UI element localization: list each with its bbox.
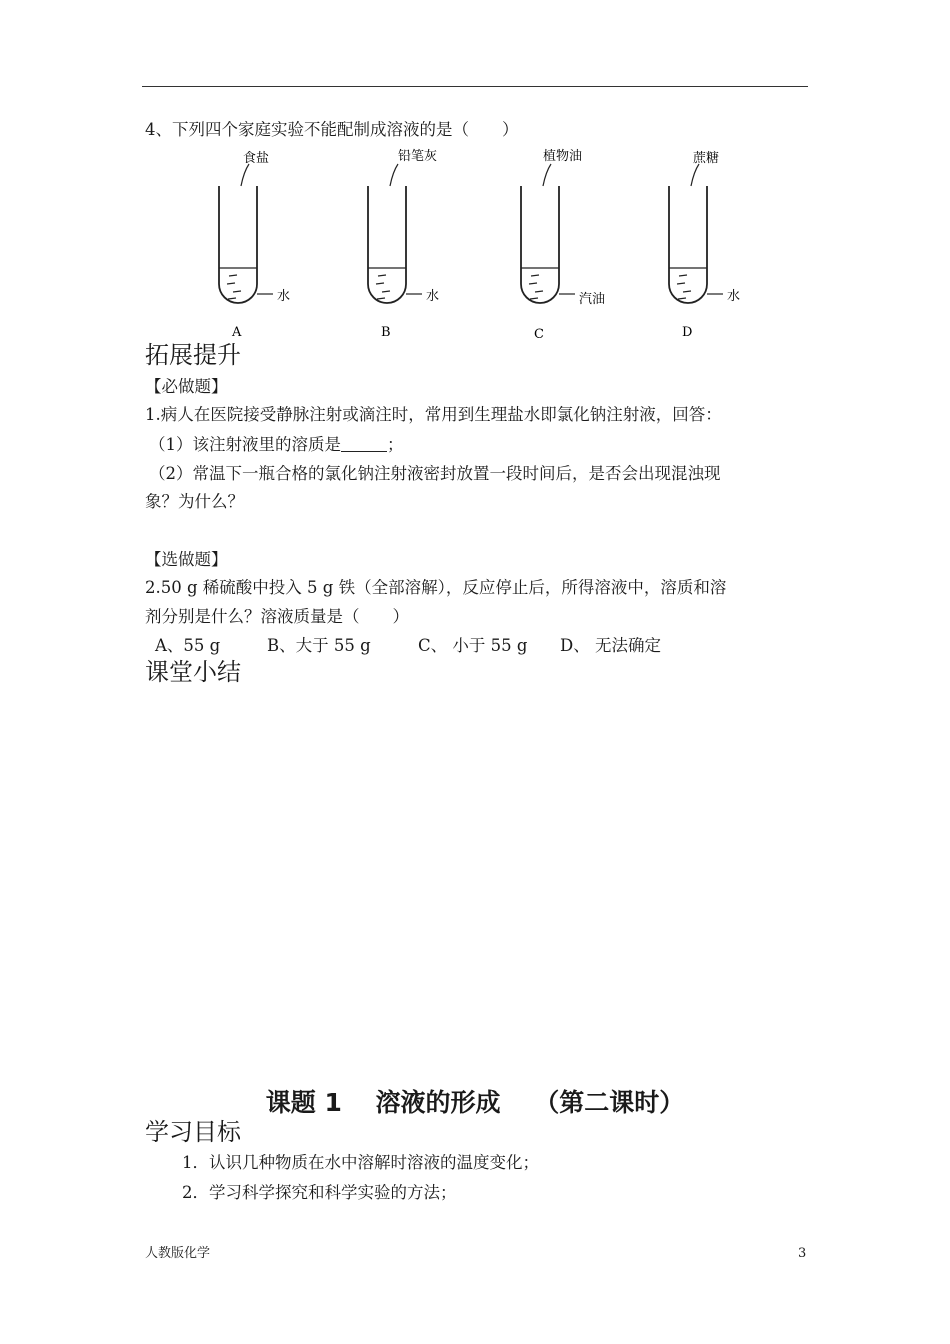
question-4-text: 4、下列四个家庭实验不能配制成溶液的是（ ） bbox=[145, 120, 519, 139]
optional-tag: 【选做题】 bbox=[145, 550, 228, 569]
q2-option-a: A、55 g bbox=[155, 636, 221, 655]
tube-a-solute-label: 食盐 bbox=[243, 151, 270, 166]
required-tag: 【必做题】 bbox=[145, 377, 228, 396]
q1-sub2-line-2: 象？为什么？ bbox=[145, 492, 244, 511]
tube-b-solute-label: 铅笔灰 bbox=[398, 149, 438, 164]
q1-line-1: 1.病人在医院接受静脉注射或滴注时，常用到生理盐水即氯化钠注射液，回答： bbox=[145, 405, 722, 424]
test-tube-d bbox=[669, 150, 740, 340]
tube-c-letter: C bbox=[534, 327, 544, 342]
tube-b-solvent-label: 水 bbox=[426, 289, 440, 304]
section-heading-summary: 课堂小结 bbox=[145, 658, 241, 686]
goal-item-2: 2．学习科学探究和科学实验的方法； bbox=[182, 1183, 457, 1202]
q1-sub1-prefix: （1）该注射液里的溶质是 bbox=[149, 435, 341, 454]
q2-option-b: B、大于 55 g bbox=[267, 636, 371, 655]
tube-c-solvent-label: 汽油 bbox=[579, 292, 606, 307]
q2-option-d: D、 无法确定 bbox=[560, 636, 661, 655]
q1-answer-blank[interactable] bbox=[341, 435, 387, 452]
tube-b-letter: B bbox=[381, 325, 391, 340]
section-heading-goals: 学习目标 bbox=[145, 1118, 241, 1146]
tube-d-solute-label: 蔗糖 bbox=[693, 151, 720, 166]
tube-d-letter: D bbox=[682, 325, 693, 340]
q2-option-c: C、 小于 55 g bbox=[418, 636, 528, 655]
lesson-title: 课题 1 溶液的形成 （第二课时） bbox=[265, 1088, 685, 1117]
tube-a-solvent-label: 水 bbox=[277, 289, 291, 304]
q2-line-2: 剂分别是什么？溶液质量是（ ） bbox=[145, 607, 409, 626]
tube-c-solute-label: 植物油 bbox=[543, 149, 583, 164]
q1-sub1-suffix: ； bbox=[387, 435, 404, 454]
header-rule bbox=[142, 86, 808, 87]
footer-page-number: 3 bbox=[798, 1246, 807, 1261]
tube-a-letter: A bbox=[232, 325, 242, 340]
test-tube-a bbox=[219, 150, 290, 340]
q1-sub2-line-1: （2）常温下一瓶合格的氯化钠注射液密封放置一段时间后，是否会出现混浊现 bbox=[149, 464, 721, 483]
q2-line-1: 2.50 g 稀硫酸中投入 5 g 铁（全部溶解），反应停止后，所得溶液中，溶质和溶 bbox=[145, 578, 727, 597]
goal-item-1: 1．认识几种物质在水中溶解时溶液的温度变化； bbox=[182, 1153, 539, 1172]
section-heading-extend: 拓展提升 bbox=[145, 341, 241, 369]
test-tube-b bbox=[368, 149, 439, 340]
footer-textbook-label: 人教版化学 bbox=[145, 1246, 211, 1261]
test-tubes-figure bbox=[200, 146, 760, 342]
test-tube-c bbox=[521, 148, 605, 342]
q1-sub1 bbox=[149, 434, 404, 456]
tube-d-solvent-label: 水 bbox=[727, 289, 741, 304]
